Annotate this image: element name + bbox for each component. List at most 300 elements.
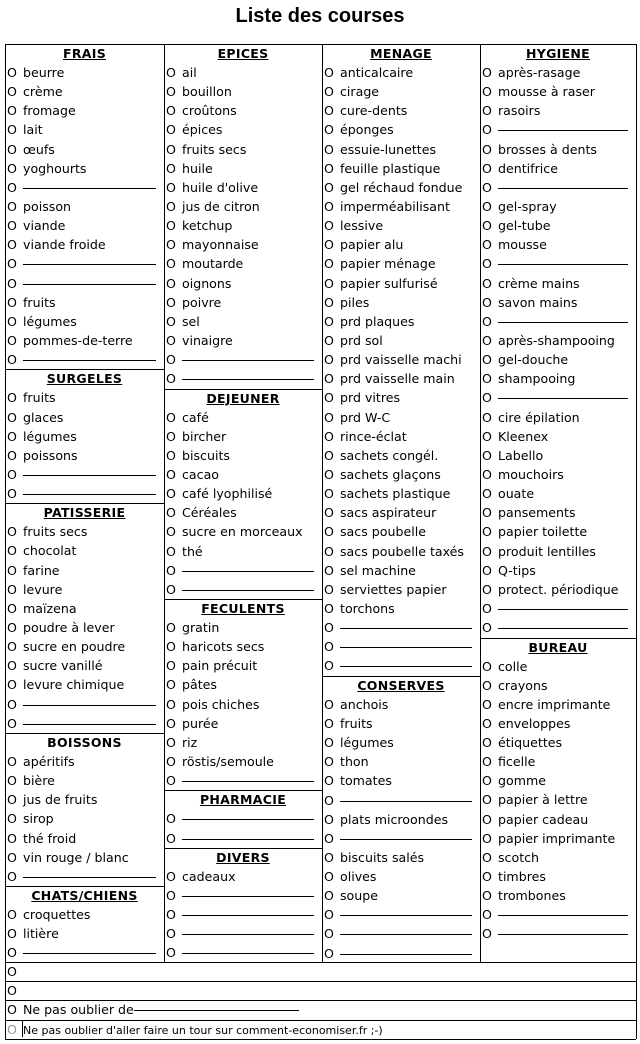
checkbox[interactable]: O [482,313,492,329]
checkbox[interactable]: O [166,141,176,157]
list-item[interactable] [164,446,322,465]
list-item[interactable] [164,924,322,943]
list-item[interactable] [164,695,322,714]
checkbox[interactable]: O [7,964,17,979]
checkbox[interactable]: O [324,103,334,119]
checkbox[interactable]: O [324,65,334,80]
checkbox[interactable]: O [482,677,492,693]
checkbox[interactable]: O [166,887,176,903]
checkbox[interactable]: O [7,179,17,195]
list-item[interactable] [5,465,164,484]
checkbox[interactable]: O [166,754,176,770]
checkbox[interactable]: O [324,869,334,885]
list-item[interactable] [5,293,164,312]
list-item[interactable] [164,618,322,637]
list-item[interactable] [5,101,164,120]
blank-entry-line[interactable] [340,646,472,648]
list-item[interactable] [480,810,636,829]
checkbox[interactable]: O [166,371,176,387]
checkbox[interactable]: O [324,888,334,904]
checkbox[interactable]: O [324,466,334,482]
checkbox[interactable]: O [482,141,492,157]
list-item[interactable] [5,752,164,771]
footer-extra-row[interactable] [5,981,636,1000]
checkbox[interactable]: O [166,294,176,310]
checkbox[interactable]: O [324,352,334,368]
checkbox[interactable]: O [324,600,334,616]
list-item[interactable] [164,542,322,561]
list-item[interactable] [164,752,322,771]
checkbox[interactable]: O [482,849,492,865]
list-item[interactable] [480,503,636,522]
blank-entry-line[interactable] [498,321,628,323]
checkbox[interactable]: O [7,428,17,444]
checkbox[interactable]: O [166,543,176,559]
checkbox[interactable]: O [482,332,492,348]
list-item[interactable] [322,752,480,771]
checkbox[interactable]: O [7,581,17,597]
list-item[interactable] [322,350,480,369]
checkbox[interactable]: O [7,562,17,578]
checkbox[interactable]: O [324,830,334,846]
checkbox[interactable]: O [324,811,334,827]
checkbox[interactable]: O [7,600,17,616]
list-item[interactable] [480,101,636,120]
checkbox[interactable]: O [324,792,334,808]
checkbox[interactable]: O [324,926,334,942]
blank-entry-line[interactable] [23,359,156,361]
list-item[interactable] [322,944,480,963]
checkbox[interactable]: O [7,983,17,999]
checkbox[interactable]: O [482,198,492,214]
checkbox[interactable]: O [7,122,17,138]
blank-entry-line[interactable] [498,397,628,399]
list-item[interactable] [5,82,164,101]
checkbox[interactable]: O [324,160,334,176]
list-item[interactable] [164,120,322,139]
list-item[interactable] [322,886,480,905]
list-item[interactable] [5,848,164,867]
checkbox[interactable]: O [324,715,334,731]
checkbox[interactable]: O [324,696,334,712]
checkbox[interactable]: O [324,735,334,751]
list-item[interactable] [164,178,322,197]
list-item[interactable] [322,618,480,637]
checkbox[interactable]: O [7,409,17,425]
checkbox[interactable]: O [482,715,492,731]
blank-entry-line[interactable] [23,952,156,954]
blank-entry-line[interactable] [340,838,472,840]
list-item[interactable] [480,580,636,599]
checkbox[interactable]: O [324,275,334,291]
list-item[interactable] [480,140,636,159]
list-item[interactable] [480,752,636,771]
list-item[interactable] [480,235,636,254]
blank-entry-line[interactable] [340,953,472,955]
list-item[interactable] [5,867,164,886]
checkbox[interactable]: O [324,294,334,310]
checkbox[interactable]: O [482,620,492,636]
list-item[interactable] [322,484,480,503]
checkbox[interactable]: O [324,505,334,521]
list-item[interactable] [5,388,164,407]
blank-entry-line[interactable] [340,627,472,629]
checkbox[interactable]: O [482,122,492,138]
checkbox[interactable]: O [7,198,17,214]
checkbox[interactable]: O [324,543,334,559]
list-item[interactable] [164,82,322,101]
list-item[interactable] [5,140,164,159]
list-item[interactable] [480,427,636,446]
list-item[interactable] [480,657,636,676]
checkbox[interactable]: O [324,581,334,597]
checkbox[interactable]: O [166,198,176,214]
checkbox[interactable]: O [7,352,17,368]
list-item[interactable] [5,714,164,733]
checkbox[interactable]: O [166,773,176,789]
checkbox[interactable]: O [166,581,176,597]
checkbox[interactable]: O [324,371,334,387]
checkbox[interactable]: O [482,792,492,808]
checkbox[interactable]: O [482,907,492,923]
checkbox[interactable]: O [166,505,176,521]
checkbox[interactable]: O [7,830,17,846]
checkbox[interactable]: O [324,658,334,674]
list-item[interactable] [164,159,322,178]
list-item[interactable] [480,331,636,350]
list-item[interactable] [322,63,480,82]
blank-entry-line[interactable] [182,895,314,897]
checkbox[interactable]: O [324,639,334,655]
list-item[interactable] [5,637,164,656]
list-item[interactable] [480,618,636,637]
list-item[interactable] [164,656,322,675]
list-item[interactable] [164,465,322,484]
list-item[interactable] [5,235,164,254]
checkbox[interactable]: O [482,735,492,751]
checkbox[interactable]: O [324,218,334,234]
list-item[interactable] [164,809,322,828]
checkbox[interactable]: O [166,868,176,884]
checkbox[interactable]: O [482,562,492,578]
blank-entry-line[interactable] [498,129,628,131]
checkbox[interactable]: O [7,237,17,253]
checkbox[interactable]: O [166,906,176,922]
blank-entry-line[interactable] [182,933,314,935]
list-item[interactable] [164,293,322,312]
checkbox[interactable]: O [166,275,176,291]
list-item[interactable] [480,369,636,388]
checkbox[interactable]: O [482,830,492,846]
checkbox[interactable]: O [7,466,17,482]
list-item[interactable] [480,924,636,943]
checkbox[interactable]: O [166,218,176,234]
blank-entry-line[interactable] [23,876,156,878]
list-item[interactable] [322,503,480,522]
list-item[interactable] [322,235,480,254]
list-item[interactable] [480,522,636,541]
list-item[interactable] [480,197,636,216]
list-item[interactable] [164,254,322,273]
checkbox[interactable]: O [324,84,334,100]
list-item[interactable] [322,331,480,350]
list-item[interactable] [480,254,636,273]
list-item[interactable] [164,369,322,388]
list-item[interactable] [164,408,322,427]
checkbox[interactable]: O [482,371,492,387]
checkbox[interactable]: O [324,237,334,253]
blank-entry-line[interactable] [23,263,156,265]
checkbox[interactable]: O [166,256,176,272]
checkbox[interactable]: O [482,505,492,521]
list-item[interactable] [5,924,164,943]
list-item[interactable] [164,197,322,216]
list-item[interactable] [322,178,480,197]
list-item[interactable] [480,350,636,369]
list-item[interactable] [322,159,480,178]
list-item[interactable] [5,274,164,293]
checkbox[interactable]: O [166,84,176,100]
checkbox[interactable]: O [166,620,176,636]
checkbox[interactable]: O [7,1021,17,1037]
checkbox[interactable]: O [7,275,17,291]
checkbox[interactable]: O [7,696,17,712]
checkbox[interactable]: O [324,332,334,348]
list-item[interactable] [164,867,322,886]
checkbox[interactable]: O [482,160,492,176]
list-item[interactable] [322,254,480,273]
list-item[interactable] [164,216,322,235]
checkbox[interactable]: O [7,390,17,406]
checkbox[interactable]: O [7,907,17,922]
checkbox[interactable]: O [482,179,492,195]
blank-entry-line[interactable] [498,933,628,935]
list-item[interactable] [480,733,636,752]
checkbox[interactable]: O [482,754,492,770]
list-item[interactable] [322,656,480,675]
list-item[interactable] [322,599,480,618]
list-item[interactable] [322,829,480,848]
checkbox[interactable]: O [324,447,334,463]
list-item[interactable] [5,159,164,178]
list-item[interactable] [480,178,636,197]
checkbox[interactable]: O [166,562,176,578]
list-item[interactable] [5,580,164,599]
blank-entry-line[interactable] [340,914,472,916]
list-item[interactable] [5,197,164,216]
blank-entry-line[interactable] [340,933,472,935]
checkbox[interactable]: O [7,524,17,540]
list-item[interactable] [5,943,164,962]
list-item[interactable] [5,178,164,197]
list-item[interactable] [322,867,480,886]
list-item[interactable] [322,791,480,810]
list-item[interactable] [164,140,322,159]
list-item[interactable] [322,82,480,101]
list-item[interactable] [164,274,322,293]
checkbox[interactable]: O [482,218,492,234]
list-item[interactable] [480,120,636,139]
list-item[interactable] [480,159,636,178]
list-item[interactable] [5,312,164,331]
list-item[interactable] [322,924,480,943]
list-item[interactable] [5,599,164,618]
checkbox[interactable]: O [482,486,492,502]
list-item[interactable] [5,809,164,828]
list-item[interactable] [164,829,322,848]
checkbox[interactable]: O [7,811,17,827]
list-item[interactable] [322,140,480,159]
blank-entry-line[interactable] [23,723,156,725]
checkbox[interactable]: O [166,466,176,482]
list-item[interactable] [164,503,322,522]
blank-entry-line[interactable] [23,283,156,285]
list-item[interactable] [5,561,164,580]
checkbox[interactable]: O [7,715,17,731]
list-item[interactable] [5,695,164,714]
checkbox[interactable]: O [7,447,17,463]
list-item[interactable] [164,675,322,694]
checkbox[interactable]: O [482,600,492,616]
list-item[interactable] [480,771,636,790]
list-item[interactable] [5,522,164,541]
checkbox[interactable]: O [324,620,334,636]
footer-reminder-row[interactable] [5,1000,636,1019]
list-item[interactable] [5,484,164,503]
list-item[interactable] [480,561,636,580]
checkbox[interactable]: O [324,179,334,195]
checkbox[interactable]: O [7,84,17,100]
checkbox[interactable]: O [7,639,17,655]
checkbox[interactable]: O [166,122,176,138]
list-item[interactable] [322,580,480,599]
list-item[interactable] [164,350,322,369]
blank-entry-line[interactable] [498,187,628,189]
list-item[interactable] [5,408,164,427]
checkbox[interactable]: O [7,65,17,80]
list-item[interactable] [322,695,480,714]
checkbox[interactable]: O [482,869,492,885]
checkbox[interactable]: O [324,754,334,770]
list-item[interactable] [322,120,480,139]
checkbox[interactable]: O [7,658,17,674]
list-item[interactable] [480,542,636,561]
list-item[interactable] [164,714,322,733]
checkbox[interactable]: O [482,466,492,482]
checkbox[interactable]: O [7,849,17,865]
checkbox[interactable]: O [482,409,492,425]
checkbox[interactable]: O [482,524,492,540]
list-item[interactable] [322,465,480,484]
list-item[interactable] [322,542,480,561]
checkbox[interactable]: O [324,849,334,865]
list-item[interactable] [5,63,164,82]
list-item[interactable] [322,905,480,924]
list-item[interactable] [164,522,322,541]
list-item[interactable] [164,101,322,120]
blank-entry-line[interactable] [182,359,314,361]
list-item[interactable] [164,771,322,790]
blank-entry-line[interactable] [23,493,156,495]
list-item[interactable] [480,714,636,733]
checkbox[interactable]: O [166,486,176,502]
checkbox[interactable]: O [324,486,334,502]
checkbox[interactable]: O [7,256,17,272]
checkbox[interactable]: O [7,486,17,502]
blank-entry-line[interactable] [182,780,314,782]
list-item[interactable] [5,771,164,790]
checkbox[interactable]: O [166,658,176,674]
blank-entry-line[interactable] [498,263,628,265]
blank-entry-line[interactable] [498,627,628,629]
checkbox[interactable]: O [482,926,492,942]
list-item[interactable] [322,293,480,312]
list-item[interactable] [480,82,636,101]
checkbox[interactable]: O [166,332,176,348]
checkbox[interactable]: O [7,1002,17,1018]
list-item[interactable] [322,388,480,407]
list-item[interactable] [164,331,322,350]
checkbox[interactable]: O [482,773,492,789]
list-item[interactable] [322,427,480,446]
list-item[interactable] [5,446,164,465]
checkbox[interactable]: O [7,332,17,348]
list-item[interactable] [322,733,480,752]
list-item[interactable] [5,618,164,637]
list-item[interactable] [480,388,636,407]
checkbox[interactable]: O [482,428,492,444]
checkbox[interactable]: O [7,620,17,635]
list-item[interactable] [322,446,480,465]
checkbox[interactable]: O [324,141,334,157]
list-item[interactable] [5,427,164,446]
list-item[interactable] [164,886,322,905]
list-item[interactable] [164,312,322,331]
checkbox[interactable]: O [166,677,176,693]
blank-entry-line[interactable] [23,187,156,189]
list-item[interactable] [322,714,480,733]
checkbox[interactable]: O [166,830,176,846]
checkbox[interactable]: O [7,313,17,329]
list-item[interactable] [5,656,164,675]
checkbox[interactable]: O [7,141,17,157]
list-item[interactable] [164,580,322,599]
checkbox[interactable]: O [324,198,334,214]
checkbox[interactable]: O [166,103,176,119]
checkbox[interactable]: O [7,543,17,559]
list-item[interactable] [164,427,322,446]
checkbox[interactable]: O [7,868,17,884]
checkbox[interactable]: O [324,409,334,425]
list-item[interactable] [322,101,480,120]
blank-entry-line[interactable] [23,704,156,706]
checkbox[interactable]: O [166,715,176,731]
checkbox[interactable]: O [166,524,176,540]
checkbox[interactable]: O [166,313,176,329]
list-item[interactable] [164,561,322,580]
list-item[interactable] [322,369,480,388]
list-item[interactable] [322,771,480,790]
list-item[interactable] [480,446,636,465]
list-item[interactable] [480,408,636,427]
list-item[interactable] [480,465,636,484]
list-item[interactable] [5,216,164,235]
list-item[interactable] [322,522,480,541]
checkbox[interactable]: O [7,677,17,693]
blank-entry-line[interactable] [182,838,314,840]
checkbox[interactable]: O [324,390,334,406]
footer-extra-row[interactable] [5,962,636,981]
